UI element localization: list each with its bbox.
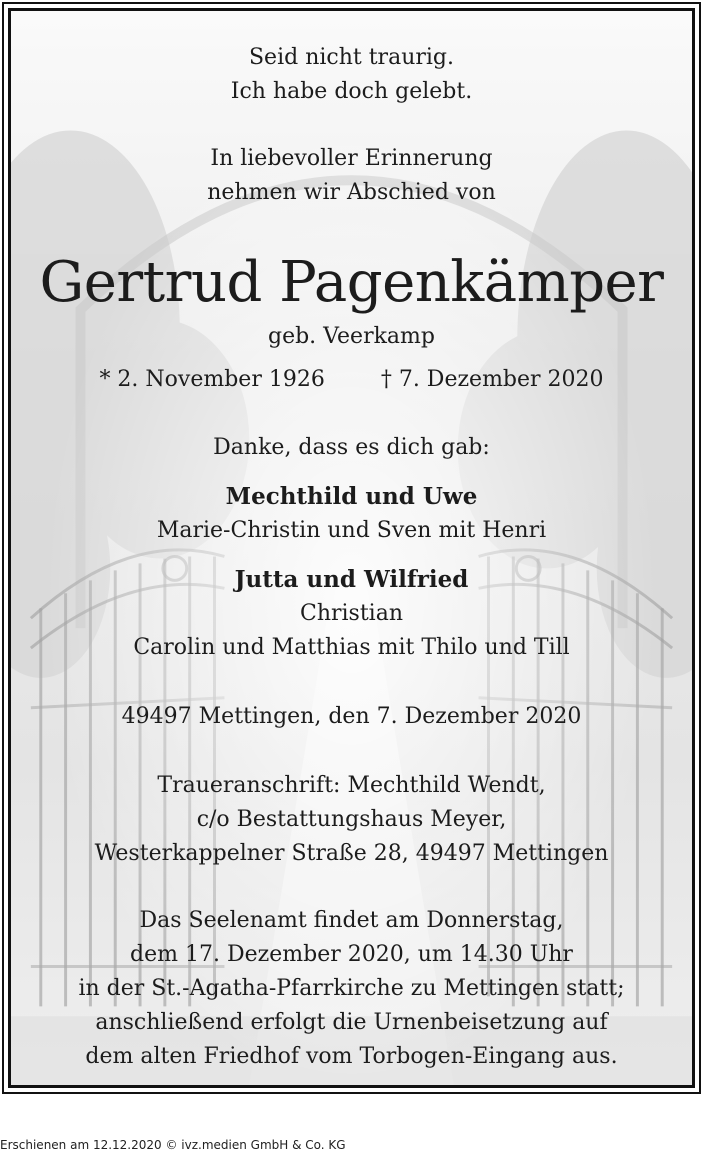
thanks-block — [11, 431, 692, 465]
family-head: Jutta und Wilfried — [234, 566, 469, 593]
service-line: anschließend erfolgt die Urnenbeisetzung auf — [95, 1010, 608, 1035]
deceased-name: Gertrud Pagenkämper — [39, 250, 664, 315]
publication-credit: Erschienen am 12.12.2020 © ivz.medien GmbH & Co. KG — [0, 1138, 346, 1152]
service-line: Das Seelenamt findet am Donnerstag, — [139, 908, 564, 933]
death-date: † 7. Dezember 2020 — [380, 367, 604, 392]
place-date: 49497 Mettingen, den 7. Dezember 2020 — [121, 704, 582, 729]
thanks-line: Danke, dass es dich gab: — [213, 435, 490, 460]
deceased-name-block — [11, 251, 692, 315]
motto-line: Ich habe doch gelebt. — [230, 79, 473, 104]
family-member-line: Marie-Christin und Sven mit Henri — [156, 518, 547, 543]
family-group-1 — [11, 480, 692, 548]
service-line: dem 17. Dezember 2020, um 14.30 Uhr — [130, 942, 573, 967]
motto — [11, 41, 692, 109]
birth-name-block — [11, 320, 692, 354]
intro-line: In liebevoller Erinnerung — [210, 146, 493, 171]
birth-date: * 2. November 1926 — [99, 367, 325, 392]
birth-name: geb. Veerkamp — [268, 324, 435, 349]
service-line: dem alten Friedhof vom Torbogen-Eingang aus. — [85, 1044, 618, 1069]
service-line: in der St.-Agatha-Pfarrkirche zu Mettingen statt; — [78, 976, 625, 1001]
life-dates — [11, 363, 692, 397]
motto-line: Seid nicht traurig. — [248, 45, 454, 70]
family-member-line: Carolin und Matthias mit Thilo und Till — [133, 635, 570, 660]
obituary-notice — [2, 2, 701, 1094]
address-line: Traueranschrift: Mechthild Wendt, — [157, 773, 546, 798]
family-head: Mechthild und Uwe — [225, 483, 478, 510]
service-details — [11, 904, 692, 1074]
intro-line: nehmen wir Abschied von — [207, 180, 496, 205]
family-member-line: Christian — [299, 601, 403, 626]
intro — [11, 142, 692, 210]
mourning-address — [11, 769, 692, 871]
notice-inner-border — [8, 8, 695, 1088]
family-group-2 — [11, 563, 692, 665]
address-line: c/o Bestattungshaus Meyer, — [196, 807, 507, 832]
place-date-block — [11, 700, 692, 734]
address-line: Westerkappelner Straße 28, 49497 Mettingen — [94, 841, 609, 866]
